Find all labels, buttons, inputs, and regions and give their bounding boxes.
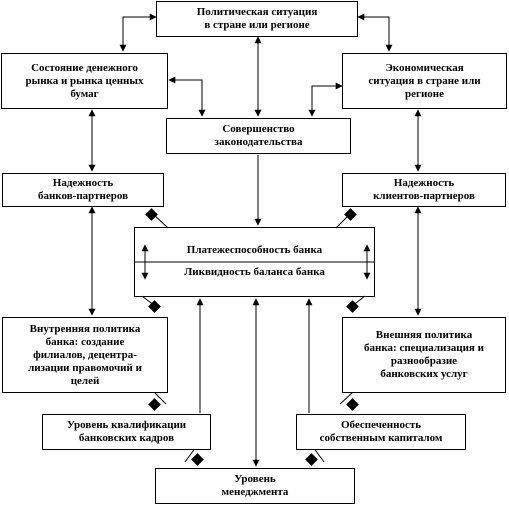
box-solvency-liquidity <box>134 227 375 297</box>
box-line: Уровень квалификации <box>66 419 187 431</box>
box-legislation <box>166 118 351 154</box>
box-external-policy <box>342 317 506 393</box>
box-line: бумаг <box>70 87 99 100</box>
box-line: банка: создание <box>45 335 125 348</box>
box-line: Экономическая <box>385 61 464 74</box>
box-economic-situation <box>342 53 507 109</box>
box-line: филиалов, децентра- <box>33 348 137 361</box>
box-line: Надежность <box>52 177 114 189</box>
box-line: Состояние денежного <box>31 61 138 74</box>
diamond-connector <box>346 398 359 411</box>
box-line: Политическая ситуация <box>196 6 318 18</box>
box-line: банков-партнеров <box>37 190 129 202</box>
box-line: собственным капиталом <box>319 432 443 444</box>
box-line: Совершенство <box>222 123 295 135</box>
arrow-economic-legislation <box>312 86 342 116</box>
box-line: банковских кадров <box>78 432 175 444</box>
arrow-political-money <box>123 17 156 51</box>
box-political-situation <box>156 1 358 37</box>
box-line: законодательства <box>214 136 303 148</box>
box-line: ситуация в стране или <box>368 74 481 87</box>
box-line: Обеспеченность <box>340 419 422 431</box>
box-line: рынка и рынка ценных <box>25 74 144 87</box>
box-line: клиентов-партнеров <box>373 190 475 202</box>
box-line: Надежность <box>393 177 455 189</box>
box-money-market <box>1 53 168 109</box>
box-line: менеджмента <box>221 486 289 498</box>
arrow-political-economic <box>358 17 389 51</box>
box-line: целей <box>70 374 100 387</box>
box-line: разнообразие <box>390 355 458 367</box>
arrow-money-legislation <box>169 80 202 116</box>
box-partner-banks <box>2 173 164 207</box>
box-line: банковских услуг <box>380 368 468 380</box>
box-line: в стране или регионе <box>204 19 310 31</box>
box-line: Внешняя политика <box>375 329 473 341</box>
liquidity-label: Ликвидность баланса банка <box>184 266 325 278</box>
box-partner-clients <box>342 173 506 207</box>
box-line: регионе <box>404 87 445 100</box>
diamond-connector <box>305 453 318 466</box>
box-line: Уровень <box>234 473 276 485</box>
diamond-connector <box>148 398 161 411</box>
solvency-label: Платежеспособность банка <box>186 244 323 256</box>
box-staff-qualification <box>42 414 211 450</box>
box-line: Внутренняя политика <box>29 322 141 335</box>
box-management-level <box>155 468 355 504</box>
box-line: банка: специализация и <box>364 342 484 354</box>
box-line: лизации правомочий и <box>28 361 142 374</box>
box-internal-policy <box>2 317 168 393</box>
diamond-connector <box>145 208 158 221</box>
box-own-capital <box>296 414 466 450</box>
diamond-connector <box>344 208 357 221</box>
diamond-connector <box>191 453 204 466</box>
